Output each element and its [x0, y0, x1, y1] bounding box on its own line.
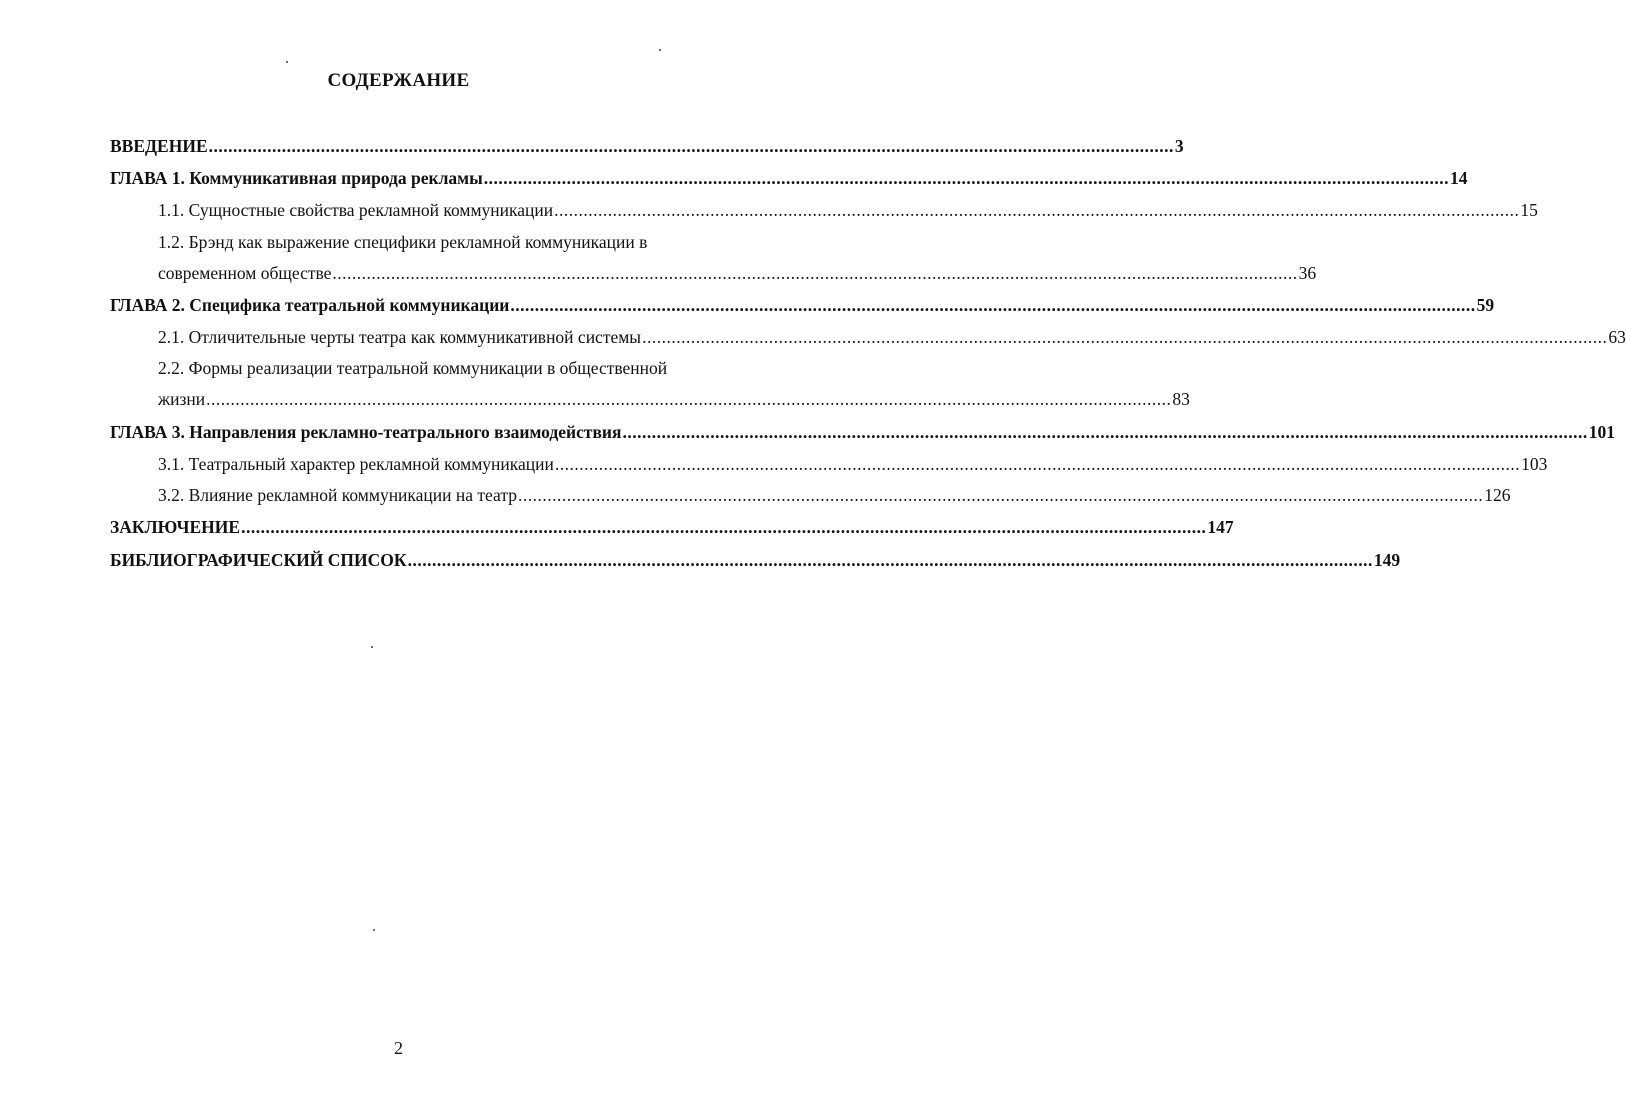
toc-dot-leader: ...................................................................................................................................................................................................... [554, 454, 1521, 474]
toc-entry-page: 101 [1588, 422, 1615, 442]
toc-entry-section-2-2-line1[interactable]: 2.2. Формы реализации театральной коммуникации в общественной [158, 358, 668, 378]
toc-entry-page: 83 [1172, 389, 1190, 409]
toc-entry-label: ГЛАВА 2. Специфика театральной коммуникации [110, 295, 510, 315]
toc-entry-page: 15 [1520, 200, 1538, 220]
toc-entry-section-1-1[interactable] [158, 197, 1538, 223]
page-number: 2 [394, 1038, 403, 1058]
toc-entry-label: жизни [158, 389, 206, 409]
scan-speck [371, 646, 373, 648]
toc-entry-introduction[interactable] [110, 133, 1184, 159]
toc-dot-leader: ...................................................................................................................................................................................................... [332, 263, 1298, 283]
toc-dot-leader: ...................................................................................................................................................................................................... [206, 389, 1172, 409]
toc-entry-section-2-2[interactable] [158, 386, 1190, 412]
toc-entry-label: ГЛАВА 3. Направления рекламно-театрального взаимодействия [110, 422, 622, 442]
toc-entry-section-3-1[interactable] [158, 451, 1548, 477]
toc-dot-leader: ...................................................................................................................................................................................................... [510, 295, 1476, 315]
toc-entry-page: 63 [1608, 327, 1626, 347]
toc-entry-label: 3.1. Театральный характер рекламной коммуникации [158, 454, 554, 474]
toc-entry-section-1-2-line1[interactable]: 1.2. Брэнд как выражение специфики рекламной коммуникации в [158, 232, 648, 252]
toc-dot-leader: ...................................................................................................................................................................................................... [642, 327, 1608, 347]
toc-entry-label: 3.2. Влияние рекламной коммуникации на театр [158, 485, 517, 505]
toc-entry-page: 147 [1207, 517, 1234, 537]
toc-entry-label: современном обществе [158, 263, 332, 283]
toc-entry-label: 2.1. Отличительные черты театра как коммуникативной системы [158, 327, 642, 347]
toc-entry-label: ВВЕДЕНИЕ [110, 136, 208, 156]
toc-entry-bibliography[interactable] [110, 547, 1401, 573]
scan-speck [659, 49, 661, 51]
toc-dot-leader: ...................................................................................................................................................................................................... [517, 485, 1484, 505]
toc-dot-leader: ...................................................................................................................................................................................................... [407, 550, 1373, 570]
toc-dot-leader: ...................................................................................................................................................................................................... [554, 200, 1520, 220]
toc-dot-leader: ...................................................................................................................................................................................................... [241, 517, 1207, 537]
toc-entry-page: 126 [1484, 485, 1511, 505]
toc-entry-label: 1.1. Сущностные свойства рекламной коммуникации [158, 200, 554, 220]
toc-dot-leader: ...................................................................................................................................................................................................... [483, 168, 1450, 188]
toc-entry-section-3-2[interactable] [158, 482, 1511, 508]
toc-entry-section-1-2[interactable] [158, 260, 1317, 286]
toc-entry-page: 103 [1521, 454, 1548, 474]
toc-entry-label: БИБЛИОГРАФИЧЕСКИЙ СПИСОК [110, 550, 407, 570]
scan-speck [373, 929, 375, 931]
toc-entry-page: 14 [1450, 168, 1468, 188]
toc-entry-page: 59 [1476, 295, 1495, 315]
toc-entry-conclusion[interactable] [110, 514, 1234, 540]
toc-entry-label: ГЛАВА 1. Коммуникативная природа рекламы [110, 168, 483, 188]
toc-dot-leader: ...................................................................................................................................................................................................... [208, 136, 1174, 156]
toc-entry-page: 149 [1373, 550, 1401, 570]
toc-entry-section-2-1[interactable] [158, 324, 1626, 350]
scan-speck [286, 61, 288, 63]
toc-entry-page: 3 [1174, 136, 1184, 156]
toc-dot-leader: ...................................................................................................................................................................................................... [622, 422, 1588, 442]
toc-entry-page: 36 [1298, 263, 1317, 283]
toc-entry-chapter-1[interactable] [110, 165, 1468, 191]
page-title: СОДЕРЖАНИЕ [327, 70, 470, 91]
toc-entry-chapter-3[interactable] [110, 419, 1615, 445]
toc-entry-label: ЗАКЛЮЧЕНИЕ [110, 517, 241, 537]
toc-entry-chapter-2[interactable] [110, 292, 1495, 318]
